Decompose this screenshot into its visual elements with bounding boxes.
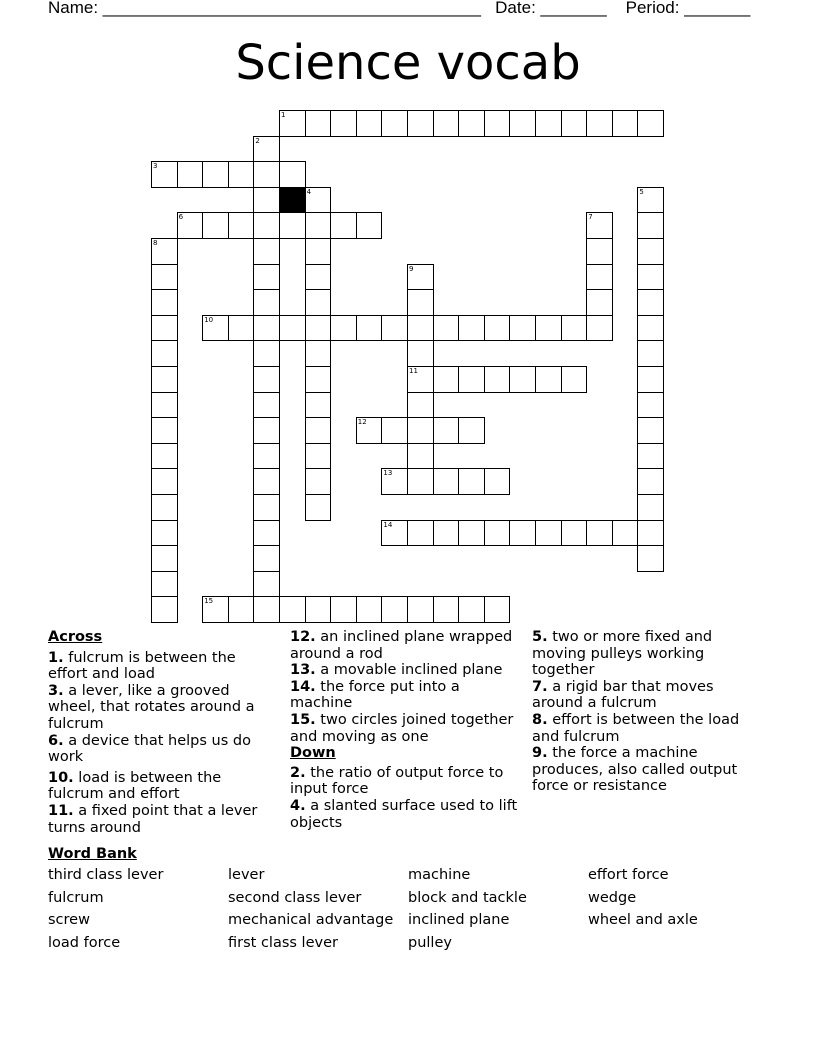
crossword-cell[interactable]	[279, 110, 306, 137]
crossword-cell[interactable]	[407, 340, 434, 367]
word-bank-item: effort force	[588, 867, 669, 883]
crossword-cell[interactable]	[407, 417, 434, 444]
crossword-cell[interactable]	[151, 340, 178, 367]
word-bank-item: screw	[48, 912, 90, 928]
crossword-cell[interactable]	[305, 187, 332, 214]
crossword-cell[interactable]	[253, 187, 280, 214]
clue-across-13: 13. a movable inclined plane	[290, 662, 503, 679]
crossword-cell[interactable]	[253, 571, 280, 598]
crossword-cell[interactable]	[561, 315, 588, 342]
crossword-cell[interactable]	[458, 110, 485, 137]
clue-number: 3	[153, 162, 158, 171]
crossword-cell[interactable]	[356, 212, 383, 239]
crossword-cell[interactable]	[202, 161, 229, 188]
crossword-cell[interactable]	[381, 417, 408, 444]
word-bank-item: lever	[228, 867, 265, 883]
clue-number: 4	[306, 187, 312, 196]
crossword-cell[interactable]	[305, 596, 332, 623]
crossword-cell[interactable]	[433, 366, 460, 393]
crossword-cell[interactable]	[305, 366, 332, 393]
clue-down-5: 5. two or more fixed and moving pulleys working together	[532, 629, 713, 679]
clue-number: 13	[383, 469, 393, 478]
crossword-cell[interactable]	[202, 596, 229, 623]
crossword-cell[interactable]	[586, 315, 613, 342]
clue-number: 9	[409, 264, 414, 273]
word-bank-item: wedge	[588, 890, 637, 906]
crossword-cell[interactable]	[433, 468, 460, 495]
crossword-cell[interactable]	[253, 136, 280, 163]
clue-across-11: 11. a fixed point that a lever turns around	[48, 802, 258, 836]
crossword-cell[interactable]	[253, 264, 280, 291]
crossword-cell[interactable]	[253, 212, 280, 239]
crossword-cell[interactable]	[509, 110, 536, 137]
crossword-cell[interactable]	[253, 545, 280, 572]
crossword-cell[interactable]	[151, 520, 178, 547]
crossword-cell[interactable]	[407, 110, 434, 137]
crossword-cell[interactable]	[637, 392, 664, 419]
clue-across-15: 15. two circles joined together and moving as one	[290, 711, 514, 745]
crossword-cell[interactable]	[305, 110, 332, 137]
clue-down-2: 2. the ratio of output force to input force	[290, 764, 504, 798]
crossword-cell[interactable]	[637, 545, 664, 572]
crossword-cell[interactable]	[253, 417, 280, 444]
clue-number: 6	[178, 213, 184, 222]
crossword-cell[interactable]	[177, 161, 204, 188]
crossword-cell[interactable]	[586, 289, 613, 316]
crossword-cell[interactable]	[177, 212, 204, 239]
crossword-cell[interactable]	[279, 596, 306, 623]
word-bank-item: fulcrum	[48, 890, 104, 906]
crossword-cell[interactable]	[381, 110, 408, 137]
crossword-cell[interactable]	[305, 315, 332, 342]
crossword-cell[interactable]	[151, 596, 178, 623]
crossword-cell[interactable]	[151, 264, 178, 291]
crossword-cell[interactable]	[305, 392, 332, 419]
clue-across-14: 14. the force put into a machine	[290, 678, 460, 712]
crossword-cell[interactable]	[279, 161, 306, 188]
crossword-cell[interactable]	[484, 110, 511, 137]
crossword-cell[interactable]	[228, 315, 255, 342]
crossword-cell[interactable]	[637, 520, 664, 547]
crossword-cell[interactable]	[407, 520, 434, 547]
crossword-cell[interactable]	[407, 392, 434, 419]
crossword-cell[interactable]	[151, 443, 178, 470]
crossword-cell[interactable]	[458, 315, 485, 342]
crossword-cell[interactable]	[151, 494, 178, 521]
crossword-cell[interactable]	[253, 238, 280, 265]
word-bank-item: machine	[408, 867, 471, 883]
crossword-cell[interactable]	[535, 366, 562, 393]
crossword-cell[interactable]	[356, 110, 383, 137]
period-field-label[interactable]: Period: _______	[625, 0, 751, 17]
clue-number: 8	[153, 239, 158, 247]
word-bank-item: pulley	[408, 935, 452, 951]
crossword-cell[interactable]	[637, 443, 664, 470]
crossword-cell[interactable]	[151, 238, 178, 265]
word-bank-item: inclined plane	[408, 912, 510, 928]
crossword-cell[interactable]	[407, 289, 434, 316]
crossword-cell[interactable]	[151, 468, 178, 495]
clues-column-1	[48, 629, 278, 836]
across-heading: Across	[48, 629, 103, 645]
crossword-cell[interactable]	[330, 110, 357, 137]
clue-number: 15	[204, 597, 214, 606]
crossword-cell[interactable]	[381, 468, 408, 495]
crossword-cell[interactable]	[253, 520, 280, 547]
blocked-cell	[279, 187, 306, 214]
crossword-cell[interactable]	[586, 264, 613, 291]
crossword-cell[interactable]	[151, 366, 178, 393]
clue-down-8: 8. effort is between the load and fulcrum	[532, 711, 740, 745]
crossword-cell[interactable]	[151, 545, 178, 572]
crossword-cell[interactable]	[202, 315, 229, 342]
word-bank-item: wheel and axle	[588, 912, 698, 928]
crossword-cell[interactable]	[151, 161, 178, 188]
crossword-cell[interactable]	[151, 417, 178, 444]
crossword-cell[interactable]	[637, 340, 664, 367]
crossword-cell[interactable]	[586, 212, 613, 239]
crossword-cell[interactable]	[433, 110, 460, 137]
crossword-cell[interactable]	[586, 110, 613, 137]
crossword-cell[interactable]	[253, 468, 280, 495]
crossword-cell[interactable]	[381, 315, 408, 342]
crossword-cell[interactable]	[509, 366, 536, 393]
crossword-cell[interactable]	[330, 596, 357, 623]
crossword-cell[interactable]	[637, 417, 664, 444]
clue-number: 2	[255, 136, 260, 145]
crossword-cell[interactable]	[484, 468, 511, 495]
crossword-cell[interactable]	[305, 417, 332, 444]
crossword-cell[interactable]	[253, 289, 280, 316]
crossword-cell[interactable]	[509, 520, 536, 547]
crossword-cell[interactable]	[458, 366, 485, 393]
crossword-cell[interactable]	[484, 596, 511, 623]
crossword-cell[interactable]	[330, 315, 357, 342]
crossword-cell[interactable]	[253, 443, 280, 470]
crossword-cell[interactable]	[637, 494, 664, 521]
crossword-cell[interactable]	[484, 366, 511, 393]
crossword-cell[interactable]	[381, 520, 408, 547]
crossword-cell[interactable]	[253, 596, 280, 623]
crossword-cell[interactable]	[151, 315, 178, 342]
crossword-cell[interactable]	[561, 520, 588, 547]
crossword-cell[interactable]	[407, 596, 434, 623]
crossword-cell[interactable]	[151, 392, 178, 419]
crossword-cell[interactable]	[253, 161, 280, 188]
crossword-cell[interactable]	[253, 315, 280, 342]
crossword-cell[interactable]	[228, 596, 255, 623]
crossword-cell[interactable]	[561, 366, 588, 393]
crossword-cell[interactable]	[305, 468, 332, 495]
crossword-cell[interactable]	[305, 289, 332, 316]
crossword-cell[interactable]	[407, 468, 434, 495]
down-heading: Down	[290, 745, 336, 762]
crossword-cell[interactable]	[637, 212, 664, 239]
clue-across-12: 12. an inclined plane wrapped around a rod	[290, 629, 513, 662]
crossword-cell[interactable]	[637, 315, 664, 342]
crossword-cell[interactable]	[279, 315, 306, 342]
crossword-cell[interactable]	[458, 520, 485, 547]
crossword-cell[interactable]	[433, 596, 460, 623]
crossword-cell[interactable]	[637, 289, 664, 316]
word-bank-item: load force	[48, 935, 121, 951]
crossword-cell[interactable]	[637, 264, 664, 291]
clue-across-10: 10. load is between the fulcrum and effort	[48, 769, 222, 803]
crossword-cell[interactable]	[305, 264, 332, 291]
crossword-cell[interactable]	[458, 596, 485, 623]
crossword-cell[interactable]	[433, 520, 460, 547]
crossword-cell[interactable]	[407, 315, 434, 342]
crossword-cell[interactable]	[305, 340, 332, 367]
crossword-cell[interactable]	[253, 392, 280, 419]
crossword-cell[interactable]	[228, 161, 255, 188]
crossword-cell[interactable]	[509, 315, 536, 342]
clue-across-6: 6. a device that helps us do work	[48, 732, 251, 766]
crossword-cell[interactable]	[637, 238, 664, 265]
crossword-cell[interactable]	[151, 289, 178, 316]
word-bank-heading: Word Bank	[48, 846, 137, 862]
crossword-cell[interactable]	[612, 520, 639, 547]
crossword-cell[interactable]	[356, 417, 383, 444]
clue-number: 1	[281, 111, 286, 119]
crossword-cell[interactable]	[305, 212, 332, 239]
crossword-cell[interactable]	[612, 110, 639, 137]
clues-column-2	[290, 629, 522, 831]
crossword-cell[interactable]	[637, 366, 664, 393]
crossword-cell[interactable]	[637, 110, 664, 137]
crossword-cell[interactable]	[458, 468, 485, 495]
clue-number: 5	[639, 187, 644, 196]
word-bank-item: mechanical advantage	[228, 912, 394, 928]
crossword-cell[interactable]	[535, 315, 562, 342]
clue-down-7: 7. a rigid bar that moves around a fulcrum	[532, 678, 714, 712]
date-field-label[interactable]: Date: _______	[495, 0, 607, 17]
clue-across-1: 1. fulcrum is between the effort and load	[48, 649, 236, 683]
crossword-cell[interactable]	[458, 417, 485, 444]
word-bank-item: second class lever	[228, 890, 362, 906]
crossword-cell[interactable]	[484, 520, 511, 547]
crossword-cell[interactable]	[305, 238, 332, 265]
crossword-cell[interactable]	[561, 110, 588, 137]
clue-number: 14	[383, 520, 393, 529]
crossword-cell[interactable]	[637, 468, 664, 495]
crossword-cell[interactable]	[407, 264, 434, 291]
crossword-cell[interactable]	[202, 212, 229, 239]
page-title: Science vocab	[235, 35, 581, 91]
name-field-label[interactable]: Name: ________________________________________	[48, 0, 481, 17]
crossword-cell[interactable]	[637, 187, 664, 214]
crossword-cell[interactable]	[535, 110, 562, 137]
crossword-cell[interactable]	[228, 212, 255, 239]
crossword-cell[interactable]	[305, 494, 332, 521]
crossword-cell[interactable]	[356, 596, 383, 623]
crossword-cell[interactable]	[407, 366, 434, 393]
crossword-cell[interactable]	[330, 212, 357, 239]
crossword-cell[interactable]	[253, 340, 280, 367]
word-bank-item: block and tackle	[408, 890, 527, 906]
crossword-cell[interactable]	[381, 596, 408, 623]
word-bank-item: third class lever	[48, 867, 164, 883]
clue-number: 11	[409, 367, 418, 375]
clue-down-4: 4. a slanted surface used to lift objects	[290, 797, 518, 831]
crossword-cell[interactable]	[586, 520, 613, 547]
crossword-cell[interactable]	[586, 238, 613, 265]
crossword-cell[interactable]	[279, 212, 306, 239]
word-bank-item: first class lever	[228, 935, 338, 951]
crossword-cell[interactable]	[407, 443, 434, 470]
crossword-cell[interactable]	[484, 315, 511, 342]
crossword-cell[interactable]	[535, 520, 562, 547]
crossword-cell[interactable]	[305, 443, 332, 470]
clue-number: 7	[588, 213, 593, 222]
clue-number: 12	[357, 418, 367, 427]
crossword-cell[interactable]	[433, 417, 460, 444]
clue-across-3: 3. a lever, like a grooved wheel, that rotates around a fulcrum	[48, 682, 255, 732]
crossword-cell[interactable]	[356, 315, 383, 342]
clue-down-9: 9. the force a machine produces, also called output force or resistance	[532, 745, 738, 795]
crossword-cell[interactable]	[253, 366, 280, 393]
clue-number: 10	[204, 315, 214, 324]
crossword-cell[interactable]	[433, 315, 460, 342]
crossword-cell[interactable]	[253, 494, 280, 521]
clues-column-3	[532, 629, 758, 795]
crossword-cell[interactable]	[151, 571, 178, 598]
